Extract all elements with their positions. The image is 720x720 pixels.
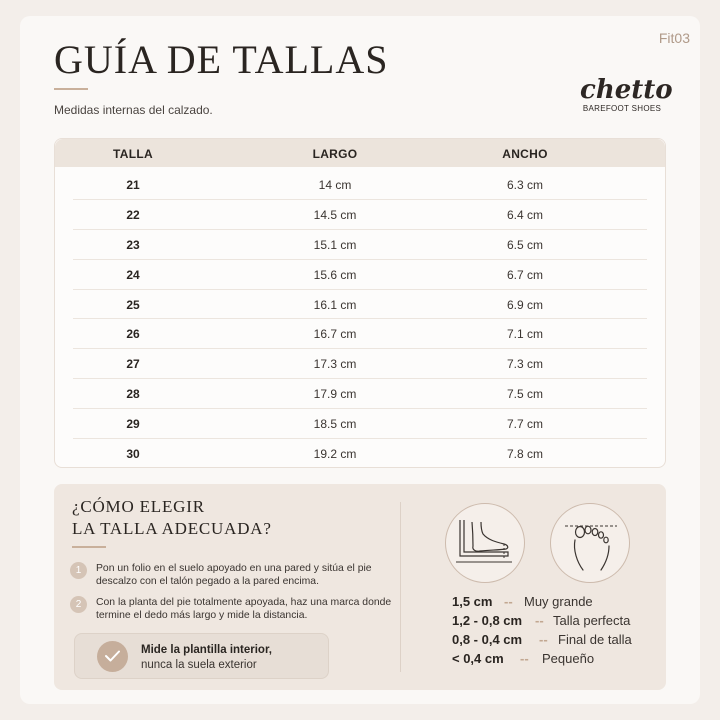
header-talla: TALLA: [113, 147, 153, 161]
tip-normal-text: nunca la suela exterior: [141, 659, 257, 671]
cell-ancho: 7.1 cm: [506, 327, 543, 342]
check-icon: [97, 641, 128, 672]
table-row: [73, 319, 647, 349]
legend-row: [452, 594, 652, 613]
page-subtitle: Medidas internas del calzado.: [54, 103, 213, 117]
cell-talla: 30: [126, 447, 140, 462]
size-table: [54, 138, 666, 468]
table-row: [73, 290, 647, 320]
legend-value: < 0,4 cm: [452, 651, 504, 666]
header-ancho: ANCHO: [502, 147, 548, 161]
cell-ancho: 6.7 cm: [506, 267, 543, 282]
table-body: [55, 170, 665, 469]
cell-largo: 15.6 cm: [313, 267, 357, 282]
step-text: Pon un folio en el suelo apoyado en una pared y sitúa el pie descalzo con el talón pegado a la pared encima.: [96, 563, 372, 587]
legend-dash: --: [539, 632, 548, 647]
logo-tagline: BAREFOOT SHOES: [582, 104, 662, 113]
brand-logo: [580, 75, 673, 113]
legend-dash: --: [520, 651, 529, 666]
cell-talla: 25: [126, 297, 140, 312]
table-row: [73, 379, 647, 409]
foot-top-icon: [550, 503, 630, 583]
cell-largo: 17.9 cm: [313, 387, 357, 402]
legend-value: 1,5 cm: [452, 594, 493, 609]
cell-talla: 22: [126, 207, 140, 222]
step-number: 2: [70, 596, 87, 613]
howto-title: [72, 496, 272, 540]
table-header: [55, 139, 665, 167]
cell-ancho: 6.9 cm: [506, 297, 543, 312]
cell-talla: 28: [126, 387, 140, 402]
cell-ancho: 7.8 cm: [506, 447, 543, 462]
table-row: [73, 409, 647, 439]
legend-value: 0,8 - 0,4 cm: [452, 632, 523, 647]
cell-largo: 19.2 cm: [313, 447, 357, 462]
cell-talla: 29: [126, 417, 140, 432]
cell-talla: 27: [126, 357, 140, 372]
cell-ancho: 6.5 cm: [506, 237, 543, 252]
table-row: [73, 230, 647, 260]
fit-legend: [452, 594, 652, 670]
cell-ancho: 6.3 cm: [506, 178, 543, 192]
howto-title-line1: ¿CÓMO ELEGIR: [72, 497, 205, 516]
legend-dash: --: [535, 613, 544, 628]
cell-largo: 14 cm: [318, 178, 352, 192]
howto-divider: [72, 546, 106, 548]
cell-talla: 24: [126, 267, 140, 282]
legend-value: 1,2 - 0,8 cm: [452, 613, 523, 628]
reference-code: Fit03: [658, 30, 690, 46]
howto-panel: [54, 484, 666, 690]
legend-label: Talla perfecta: [553, 613, 631, 628]
legend-row: [452, 651, 652, 670]
cell-largo: 16.1 cm: [313, 297, 357, 312]
tip-box: [74, 633, 329, 679]
foot-side-icon: [445, 503, 525, 583]
cell-ancho: 7.7 cm: [506, 417, 543, 432]
cell-talla: 26: [126, 327, 140, 342]
cell-talla: 23: [126, 237, 140, 252]
legend-dash: --: [504, 594, 513, 609]
step-text: Con la planta del pie totalmente apoyada, haz una marca donde termine el dedo más largo y mide la distancia.: [96, 597, 392, 621]
cell-ancho: 7.3 cm: [506, 357, 543, 372]
cell-talla: 21: [126, 178, 140, 192]
header-largo: LARGO: [312, 147, 358, 161]
page-title: GUÍA DE TALLAS: [54, 37, 389, 82]
step-number: 1: [70, 562, 87, 579]
legend-label: Final de talla: [558, 632, 632, 647]
cell-ancho: 6.4 cm: [506, 207, 543, 222]
legend-label: Pequeño: [542, 651, 595, 666]
cell-largo: 17.3 cm: [313, 357, 357, 372]
title-divider: [54, 88, 88, 90]
cell-largo: 16.7 cm: [313, 327, 357, 342]
cell-ancho: 7.5 cm: [506, 387, 543, 402]
legend-row: [452, 613, 652, 632]
cell-largo: 14.5 cm: [313, 207, 357, 222]
table-row: [73, 439, 647, 469]
panel-divider: [400, 502, 401, 672]
logo-name: chetto: [580, 75, 673, 105]
howto-title-line2: LA TALLA ADECUADA?: [72, 519, 272, 538]
table-row: [73, 200, 647, 230]
cell-largo: 15.1 cm: [313, 237, 357, 252]
legend-label: Muy grande: [524, 594, 593, 609]
table-row: [73, 260, 647, 290]
legend-row: [452, 632, 652, 651]
table-row: [73, 170, 647, 200]
tip-bold-text: Mide la plantilla interior,: [141, 644, 272, 656]
cell-largo: 18.5 cm: [313, 417, 357, 432]
table-row: [73, 349, 647, 379]
